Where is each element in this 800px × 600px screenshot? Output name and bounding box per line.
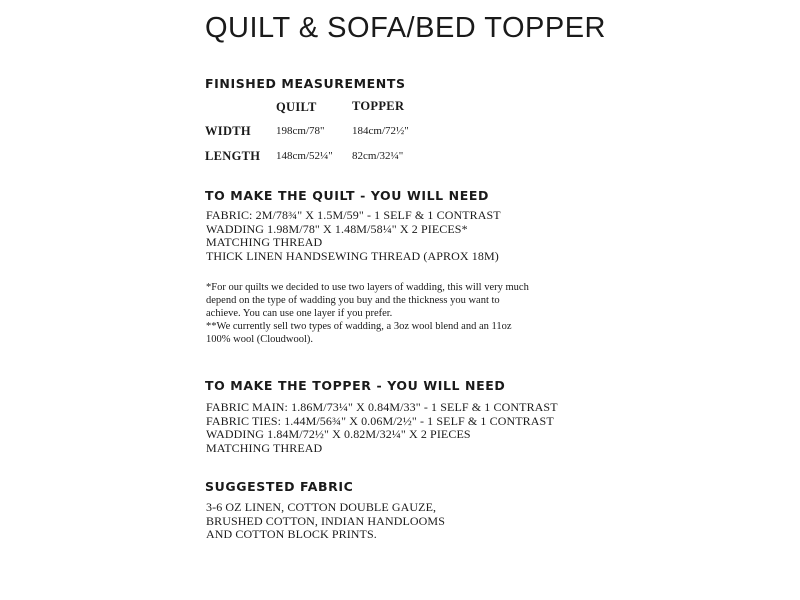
page-title: QUILT & SOFA/BED TOPPER: [205, 12, 606, 44]
list-item: 3-6 OZ LINEN, COTTON DOUBLE GAUZE,: [206, 500, 437, 514]
quilt-items-list: [206, 209, 501, 263]
note-line: achieve. You can use one layer if you prefer.: [206, 308, 393, 319]
list-item: FABRIC: 2M/78¾" X 1.5M/59" - 1 SELF & 1 CONTRAST: [206, 208, 501, 222]
list-item: WADDING 1.98M/78" X 1.48M/58¼" X 2 PIECES*: [206, 221, 468, 236]
fabric-heading: SUGGESTED FABRIC: [205, 479, 354, 494]
measurements-col-topper: TOPPER: [352, 99, 405, 113]
note-line: 100% wool (Cloudwool).: [206, 334, 314, 345]
list-item: MATCHING THREAD: [206, 440, 323, 455]
list-item: MATCHING THREAD: [206, 235, 323, 249]
measurements-row-width-label: WIDTH: [205, 124, 251, 138]
measurements-length-topper: 82cm/32¼": [352, 150, 404, 162]
list-item: THICK LINEN HANDSEWING THREAD (APROX 18M): [206, 248, 499, 263]
measurements-heading: FINISHED MEASUREMENTS: [205, 76, 406, 91]
list-item: FABRIC MAIN: 1.86M/73¼" X 0.84M/33" - 1 SELF & 1 CONTRAST: [206, 400, 558, 414]
measurements-row-length-label: LENGTH: [205, 149, 261, 163]
quilt-notes: [206, 281, 529, 346]
note-line: depend on the type of wadding you buy and the thickness you want to: [206, 295, 500, 306]
list-item: FABRIC TIES: 1.44M/56¾" X 0.06M/2½" - 1 SELF & 1 CONTRAST: [206, 413, 554, 428]
measurements-col-quilt: QUILT: [276, 100, 317, 114]
list-item: BRUSHED COTTON, INDIAN HANDLOOMS: [206, 513, 445, 528]
topper-heading: TO MAKE THE TOPPER - YOU WILL NEED: [205, 378, 506, 393]
topper-items-list: [206, 401, 558, 455]
note-line: **We currently sell two types of wadding, a 3oz wool blend and an 11oz: [206, 321, 512, 332]
measurements-width-topper: 184cm/72½": [352, 125, 409, 137]
quilt-heading: TO MAKE THE QUILT - YOU WILL NEED: [205, 188, 489, 203]
list-item: AND COTTON BLOCK PRINTS.: [206, 527, 377, 541]
measurements-length-quilt: 148cm/52¼": [276, 150, 333, 162]
list-item: WADDING 1.84M/72½" X 0.82M/32¼" X 2 PIECES: [206, 427, 471, 441]
note-line: *For our quilts we decided to use two layers of wadding, this will very much: [206, 282, 529, 293]
measurements-width-quilt: 198cm/78": [276, 125, 325, 137]
fabric-list: [206, 501, 445, 542]
